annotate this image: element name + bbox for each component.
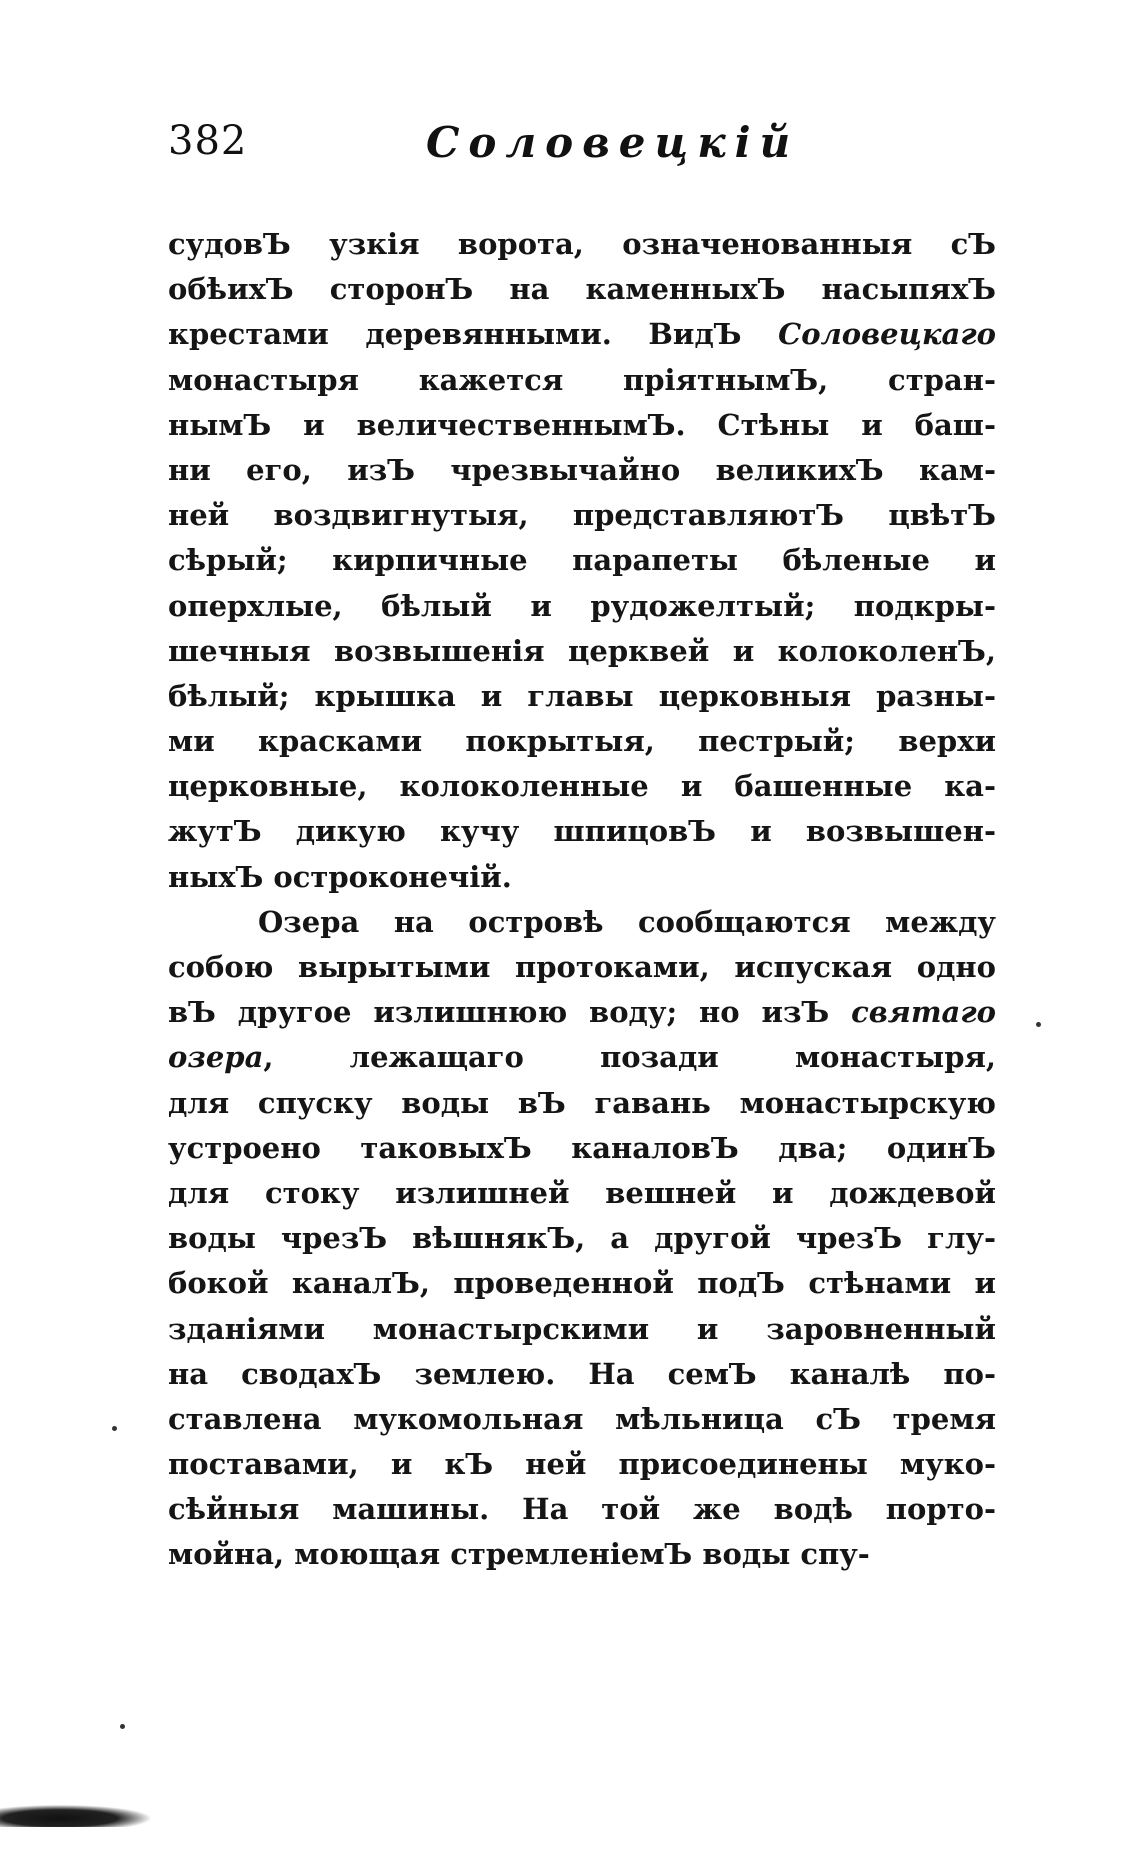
text-line (168, 1261, 996, 1306)
text-line (168, 674, 996, 719)
text-line (168, 493, 996, 538)
text-segment: обѣихЪ сторонЪ на каменныхЪ насыпяхЪ (168, 272, 996, 307)
text-segment: шечныя возвышенія церквей и колоколенЪ, (168, 633, 996, 668)
text-segment: ни его, изЪ чрезвычайно великихЪ кам- (168, 452, 996, 487)
running-head: Соловецкій (426, 118, 800, 167)
text-segment: судовЪ узкія ворота, означенованныя сЪ (168, 227, 996, 261)
text-segment: ней воздвигнутыя, представляютЪ цвѣтЪ (168, 498, 996, 533)
text-line (168, 538, 996, 583)
text-line (168, 312, 996, 357)
ink-smudge (0, 1805, 150, 1827)
text-segment: ми красками покрытыя, пестрый; верхи (168, 724, 996, 759)
page-number: 382 (168, 118, 248, 164)
text-line (168, 222, 996, 267)
text-segment: поставами, и кЪ ней присоединены муко- (168, 1447, 996, 1482)
text-line (168, 764, 996, 809)
text-segment: воды чрезЪ вѣшнякЪ, а другой чрезЪ глу- (168, 1221, 996, 1256)
text-segment: ставлена мукомольная мѣльница сЪ тремя (168, 1401, 996, 1436)
text-segment: для спуску воды вЪ гавань монастырскую (168, 1085, 996, 1120)
text-line (168, 1352, 996, 1397)
text-segment: ныхЪ остроконечій. (168, 859, 512, 894)
text-segment: святаго (851, 995, 996, 1030)
text-segment: жутЪ дикую кучу шпицовЪ и возвышен- (168, 814, 996, 849)
text-segment: для стоку излишней вешней и дождевой (168, 1175, 996, 1210)
text-segment: вЪ другое излишнюю воду; но изЪ (168, 995, 852, 1030)
text-line (168, 945, 996, 990)
text-line (168, 1035, 996, 1080)
text-line (168, 1216, 996, 1261)
text-segment: , лежащаго позади монастыря, (263, 1040, 996, 1075)
text-segment: монастыря кажется пріятнымЪ, стран- (168, 362, 996, 397)
text-line (168, 629, 996, 674)
text-segment: Соловецкаго (778, 317, 996, 352)
text-segment: церковные, колоколенные и башенные ка- (168, 769, 996, 804)
text-line (168, 584, 996, 629)
text-segment: Озера на островѣ сообщаются между (258, 904, 996, 939)
text-segment: мойна, моющая стремленіемЪ воды спу- (168, 1537, 870, 1572)
text-line (168, 855, 996, 900)
text-line (168, 403, 996, 448)
body-text (168, 222, 996, 1578)
text-segment: на сводахЪ землею. На семЪ каналѣ по- (168, 1356, 996, 1391)
text-line (168, 809, 996, 854)
text-line (168, 1397, 996, 1442)
text-segment: зданіями монастырскими и заровненный (168, 1311, 996, 1346)
text-line (168, 1487, 996, 1532)
text-line (168, 719, 996, 764)
text-line (168, 448, 996, 493)
text-line (168, 1307, 996, 1352)
text-segment: сѣйныя машины. На той же водѣ портo- (168, 1492, 996, 1527)
text-segment: бѣлый; крышка и главы церковныя разны- (168, 678, 996, 713)
page-header (168, 118, 998, 178)
text-line (168, 1126, 996, 1171)
text-line (168, 990, 996, 1035)
text-line (168, 900, 996, 945)
text-line (168, 267, 996, 312)
text-segment: бокой каналЪ, проведенной подЪ стѣнами и (168, 1266, 996, 1301)
text-segment: оперхлые, бѣлый и рудожелтый; подкры- (168, 588, 996, 623)
text-line (168, 1171, 996, 1216)
text-segment: собою вырытыми протоками, испуская одно (168, 950, 996, 984)
text-segment: устроено таковыхЪ каналовЪ два; одинЪ (168, 1130, 996, 1165)
text-segment: нымЪ и величественнымЪ. Стѣны и баш- (168, 407, 996, 442)
text-line (168, 358, 996, 403)
ink-speck (120, 1724, 125, 1729)
text-segment: крестами деревянными. ВидЪ (168, 317, 779, 352)
text-segment: сѣрый; кирпичные парапеты бѣленые и (168, 543, 996, 578)
text-line (168, 1081, 996, 1126)
text-segment: озера (168, 1040, 264, 1075)
text-line (168, 1442, 996, 1487)
ink-speck (112, 1426, 117, 1431)
ink-speck (1036, 1022, 1041, 1027)
text-line (168, 1532, 996, 1577)
